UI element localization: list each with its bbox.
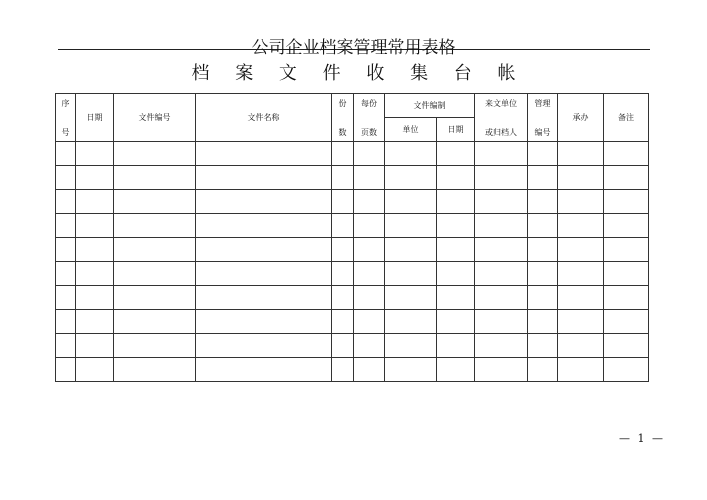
- page-number: — 1 —: [619, 432, 665, 445]
- header-mgmt-bottom: 编号: [534, 127, 551, 137]
- table-cell: [558, 190, 604, 214]
- table-cell: [114, 334, 196, 358]
- table-row: [56, 166, 649, 190]
- table-cell: [604, 334, 649, 358]
- table-cell: [475, 190, 528, 214]
- header-management-number: [528, 94, 558, 142]
- table-cell: [604, 310, 649, 334]
- header-source-unit: [475, 94, 528, 142]
- table-cell: [385, 238, 437, 262]
- table-cell: [196, 310, 332, 334]
- table-cell: [332, 262, 354, 286]
- table-cell: [528, 166, 558, 190]
- table-cell: [528, 262, 558, 286]
- header-serial-bottom: 号: [61, 127, 70, 137]
- table-cell: [114, 286, 196, 310]
- table-cell: [332, 310, 354, 334]
- table-row: [56, 142, 649, 166]
- table-cell: [385, 214, 437, 238]
- table-cell: [558, 334, 604, 358]
- table-cell: [475, 358, 528, 382]
- header-copies-bottom: 数: [338, 127, 347, 137]
- table-cell: [354, 310, 385, 334]
- table-cell: [528, 142, 558, 166]
- table-cell: [385, 358, 437, 382]
- table-cell: [437, 142, 475, 166]
- table-cell: [76, 310, 114, 334]
- header-source-bottom: 或归档人: [485, 127, 517, 137]
- table-cell: [332, 190, 354, 214]
- table-cell: [56, 262, 76, 286]
- table-cell: [56, 166, 76, 190]
- table-row: [56, 310, 649, 334]
- table-cell: [76, 214, 114, 238]
- table-cell: [528, 310, 558, 334]
- table-cell: [437, 358, 475, 382]
- table-cell: [114, 214, 196, 238]
- document-title: 档 案 文 件 收 集 台 帐: [191, 63, 526, 84]
- header-pages-per-copy: [354, 94, 385, 142]
- header-pages-bottom: 页数: [361, 127, 377, 137]
- table-cell: [56, 358, 76, 382]
- header-remarks: 备注: [604, 94, 649, 142]
- table-cell: [76, 166, 114, 190]
- table-cell: [385, 286, 437, 310]
- table-cell: [354, 262, 385, 286]
- table-cell: [114, 166, 196, 190]
- header-source-top: 来文单位: [485, 98, 517, 108]
- table-cell: [332, 238, 354, 262]
- table-cell: [437, 166, 475, 190]
- table-cell: [385, 262, 437, 286]
- table-row: [56, 262, 649, 286]
- table-cell: [196, 238, 332, 262]
- header-serial: [56, 94, 76, 142]
- header-date: 日期: [76, 94, 114, 142]
- table-cell: [604, 358, 649, 382]
- table-cell: [76, 238, 114, 262]
- table-row: [56, 358, 649, 382]
- table-cell: [332, 286, 354, 310]
- header-row-top: [56, 94, 649, 118]
- header-mgmt-top: 管理: [534, 98, 551, 108]
- table-cell: [196, 358, 332, 382]
- archive-collection-ledger-table: [55, 93, 649, 382]
- table-cell: [56, 214, 76, 238]
- table-cell: [437, 286, 475, 310]
- table-cell: [114, 358, 196, 382]
- table-cell: [475, 286, 528, 310]
- table-cell: [558, 166, 604, 190]
- table-cell: [475, 262, 528, 286]
- table-cell: [385, 334, 437, 358]
- table-cell: [437, 190, 475, 214]
- table-cell: [558, 286, 604, 310]
- table-cell: [56, 238, 76, 262]
- table-cell: [558, 214, 604, 238]
- table-row: [56, 214, 649, 238]
- table-cell: [604, 190, 649, 214]
- table-row: [56, 238, 649, 262]
- table-cell: [354, 142, 385, 166]
- table-cell: [604, 142, 649, 166]
- table-cell: [354, 286, 385, 310]
- table-cell: [385, 142, 437, 166]
- table-cell: [56, 286, 76, 310]
- table-cell: [114, 262, 196, 286]
- table-row: [56, 334, 649, 358]
- table-cell: [437, 262, 475, 286]
- header-handler: 承办: [558, 94, 604, 142]
- table-cell: [558, 238, 604, 262]
- table-cell: [475, 310, 528, 334]
- table-row: [56, 190, 649, 214]
- table-cell: [604, 238, 649, 262]
- table-cell: [56, 334, 76, 358]
- table-cell: [558, 358, 604, 382]
- table-cell: [528, 214, 558, 238]
- table-cell: [437, 214, 475, 238]
- table-cell: [604, 262, 649, 286]
- header-pages-top: 每份: [361, 98, 377, 108]
- table-cell: [114, 142, 196, 166]
- header-copies-top: 份: [338, 98, 347, 108]
- header-file-name: 文件名称: [196, 94, 332, 142]
- table-cell: [196, 166, 332, 190]
- table-cell: [475, 214, 528, 238]
- table-cell: [354, 334, 385, 358]
- table-cell: [354, 238, 385, 262]
- table-cell: [76, 334, 114, 358]
- table-cell: [354, 190, 385, 214]
- table-cell: [196, 190, 332, 214]
- table-cell: [196, 286, 332, 310]
- table-cell: [196, 214, 332, 238]
- document-header-title: 公司企业档案管理常用表格: [251, 38, 456, 58]
- table-cell: [196, 262, 332, 286]
- table-cell: [528, 190, 558, 214]
- table-cell: [332, 214, 354, 238]
- table-cell: [528, 334, 558, 358]
- table-cell: [475, 334, 528, 358]
- table-cell: [354, 358, 385, 382]
- table-cell: [475, 238, 528, 262]
- header-compile-date: 日期: [437, 118, 475, 142]
- table-cell: [604, 286, 649, 310]
- table-cell: [528, 238, 558, 262]
- table-cell: [475, 166, 528, 190]
- table-cell: [114, 190, 196, 214]
- table-cell: [76, 262, 114, 286]
- table-cell: [558, 142, 604, 166]
- table-cell: [385, 190, 437, 214]
- table-cell: [385, 310, 437, 334]
- table-cell: [528, 286, 558, 310]
- table-cell: [437, 334, 475, 358]
- table-cell: [332, 334, 354, 358]
- header-compile-unit: 单位: [385, 118, 437, 142]
- table-cell: [332, 166, 354, 190]
- table-cell: [196, 142, 332, 166]
- table-cell: [354, 214, 385, 238]
- table-cell: [56, 142, 76, 166]
- table-cell: [528, 358, 558, 382]
- table-cell: [196, 334, 332, 358]
- header-copies: [332, 94, 354, 142]
- table-cell: [114, 310, 196, 334]
- table-cell: [475, 142, 528, 166]
- header-serial-top: 序: [61, 98, 70, 108]
- table-cell: [558, 310, 604, 334]
- table-cell: [354, 166, 385, 190]
- table-row: [56, 286, 649, 310]
- table-cell: [332, 358, 354, 382]
- header-file-number: 文件编号: [114, 94, 196, 142]
- table-cell: [437, 238, 475, 262]
- table-cell: [604, 214, 649, 238]
- table-cell: [604, 166, 649, 190]
- table-cell: [76, 142, 114, 166]
- table-cell: [332, 142, 354, 166]
- ledger-body: [56, 142, 649, 382]
- header-compile-group: 文件编制: [385, 94, 475, 118]
- table-cell: [114, 238, 196, 262]
- table-cell: [76, 286, 114, 310]
- table-cell: [437, 310, 475, 334]
- table-cell: [76, 190, 114, 214]
- table-cell: [385, 166, 437, 190]
- table-cell: [76, 358, 114, 382]
- table-cell: [558, 262, 604, 286]
- table-cell: [56, 310, 76, 334]
- table-cell: [56, 190, 76, 214]
